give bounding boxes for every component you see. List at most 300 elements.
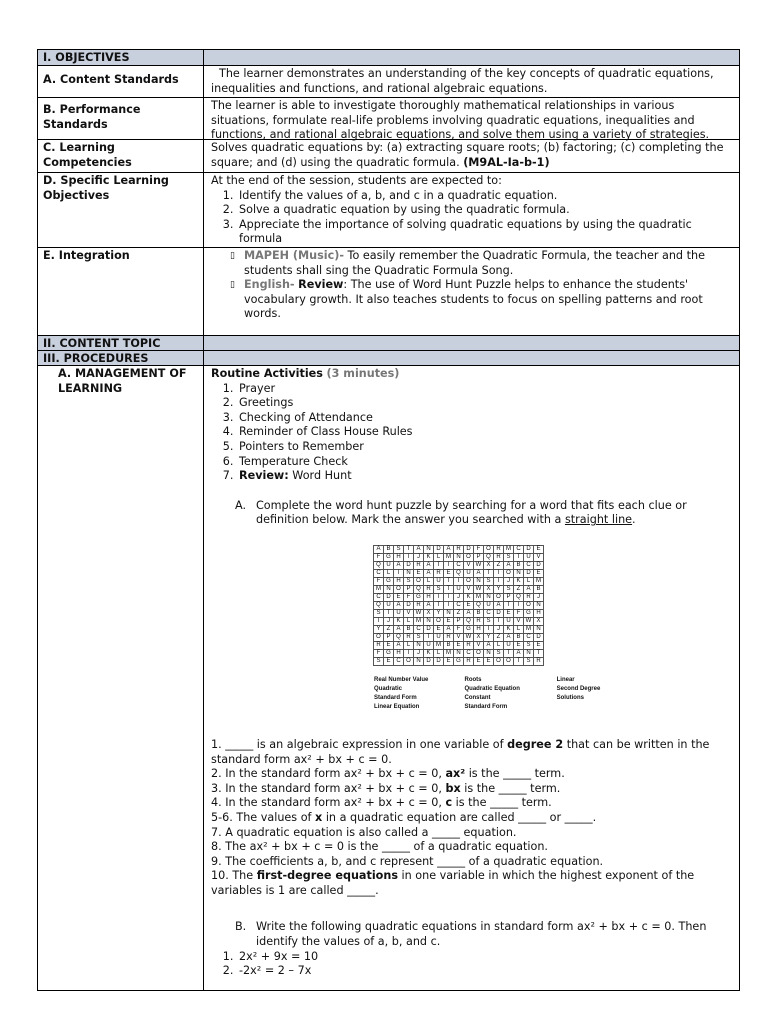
- content-topic-row: [38, 336, 739, 351]
- review-label: Review:: [239, 469, 289, 483]
- puzzle-cell: E: [534, 545, 544, 553]
- puzzle-cell: O: [494, 657, 504, 665]
- puzzle-cell: Q: [474, 601, 484, 609]
- integration-bold: Review: [298, 278, 344, 292]
- puzzle-cell: U: [384, 561, 394, 569]
- task-a-text: Complete the word hunt puzzle by searching for a word that fits each clue or definition below. Mark the answer you searched with a: [256, 498, 687, 527]
- puzzle-cell: V: [464, 561, 474, 569]
- puzzle-cell: H: [394, 649, 404, 657]
- puzzle-cell: L: [494, 641, 504, 649]
- question-2: 2. In the standard form ax² + bx + c = 0, ax² is the _____ term.: [211, 767, 565, 781]
- puzzle-cell: X: [474, 633, 484, 641]
- task-a: A. Complete the word hunt puzzle by searching for a word that fits each clue or definition below. Mark the answer you searched with a straight line.: [235, 498, 687, 527]
- puzzle-cell: S: [504, 585, 514, 593]
- puzzle-cell: A: [394, 601, 404, 609]
- routine-list: [211, 382, 732, 484]
- legend-word: Solutions: [556, 694, 584, 701]
- integration-text: To easily remember the Quadratic Formula, the teacher and the students shall sing the Quadratic Formula Song.: [244, 249, 705, 277]
- puzzle-cell: K: [514, 577, 524, 585]
- puzzle-cell: X: [424, 609, 434, 617]
- puzzle-row: [374, 545, 544, 553]
- puzzle-cell: V: [454, 633, 464, 641]
- puzzle-cell: E: [414, 569, 424, 577]
- legend-word: Roots: [464, 676, 482, 683]
- puzzle-cell: N: [454, 553, 464, 561]
- puzzle-cell: D: [464, 545, 474, 553]
- puzzle-cell: Z: [494, 633, 504, 641]
- puzzle-cell: N: [514, 569, 524, 577]
- puzzle-cell: R: [424, 585, 434, 593]
- puzzle-cell: A: [464, 609, 474, 617]
- puzzle-cell: L: [514, 625, 524, 633]
- puzzle-cell: U: [464, 569, 474, 577]
- puzzle-cell: F: [374, 577, 384, 585]
- puzzle-cell: T: [534, 649, 544, 657]
- question-5-6: 5-6. The values of x in a quadratic equation are called _____ or _____.: [211, 810, 597, 824]
- list-item: 2. -2x² = 2 – 7x: [237, 964, 732, 979]
- puzzle-cell: A: [514, 649, 524, 657]
- puzzle-cell: B: [384, 545, 394, 553]
- puzzle-cell: Q: [394, 633, 404, 641]
- puzzle-cell: U: [454, 585, 464, 593]
- list-item: 3. Appreciate the importance of solving quadratic equations by using the quadratic formula: [237, 218, 732, 247]
- puzzle-cell: E: [484, 657, 494, 665]
- puzzle-cell: T: [434, 601, 444, 609]
- puzzle-cell: S: [394, 545, 404, 553]
- puzzle-cell: G: [384, 577, 394, 585]
- puzzle-cell: C: [394, 657, 404, 665]
- questions: [211, 738, 732, 899]
- puzzle-cell: E: [454, 641, 464, 649]
- list-item: 1. Prayer: [237, 382, 732, 397]
- puzzle-cell: B: [514, 633, 524, 641]
- puzzle-cell: O: [474, 649, 484, 657]
- puzzle-cell: Q: [464, 617, 474, 625]
- puzzle-cell: Q: [454, 569, 464, 577]
- puzzle-cell: N: [404, 569, 414, 577]
- puzzle-cell: N: [484, 649, 494, 657]
- puzzle-cell: J: [534, 593, 544, 601]
- puzzle-cell: A: [504, 633, 514, 641]
- specific-objectives-list: [211, 189, 732, 247]
- puzzle-cell: H: [534, 609, 544, 617]
- puzzle-cell: U: [504, 641, 514, 649]
- puzzle-row: [374, 657, 544, 665]
- puzzle-cell: U: [504, 617, 514, 625]
- legend-word: Constant: [464, 694, 491, 701]
- puzzle-cell: B: [474, 609, 484, 617]
- puzzle-cell: U: [484, 601, 494, 609]
- puzzle-cell: R: [494, 545, 504, 553]
- puzzle-cell: D: [434, 545, 444, 553]
- list-item: [237, 469, 732, 484]
- performance-standards-label: B. Performance Standards: [38, 98, 204, 139]
- puzzle-cell: A: [444, 545, 454, 553]
- puzzle-cell: E: [534, 569, 544, 577]
- puzzle-cell: W: [474, 585, 484, 593]
- puzzle-cell: H: [474, 625, 484, 633]
- puzzle-cell: J: [494, 625, 504, 633]
- puzzle-row: [374, 609, 544, 617]
- puzzle-cell: H: [424, 593, 434, 601]
- puzzle-cell: T: [424, 633, 434, 641]
- puzzle-cell: U: [424, 641, 434, 649]
- legend-word: Real Number Value: [374, 676, 429, 683]
- question-9: 9. The coefficients a, b, and c represent _____ of a quadratic equation.: [211, 854, 604, 868]
- puzzle-cell: T: [504, 601, 514, 609]
- puzzle-cell: E: [444, 617, 454, 625]
- puzzle-cell: D: [534, 561, 544, 569]
- puzzle-cell: E: [464, 601, 474, 609]
- performance-standards-text: The learner is able to investigate thoroughly mathematical relationships in various situations, formulate real-life problems involving quadratic equations, inequalities and functions, and rational algebraic equations, and solve them using a variety of strategies.: [211, 99, 710, 142]
- puzzle-cell: Z: [384, 625, 394, 633]
- specific-objectives-intro: At the end of the session, students are expected to:: [211, 174, 502, 187]
- puzzle-cell: I: [394, 569, 404, 577]
- puzzle-cell: C: [524, 561, 534, 569]
- puzzle-cell: W: [474, 561, 484, 569]
- legend-word: Linear Equation: [374, 703, 420, 710]
- puzzle-cell: F: [514, 609, 524, 617]
- puzzle-cell: B: [514, 561, 524, 569]
- puzzle-cell: J: [414, 553, 424, 561]
- legend-word: Quadratic: [374, 685, 403, 692]
- puzzle-cell: N: [534, 625, 544, 633]
- puzzle-cell: I: [494, 569, 504, 577]
- puzzle-cell: E: [514, 641, 524, 649]
- list-item: 3. Checking of Attendance: [237, 411, 732, 426]
- puzzle-cell: R: [474, 617, 484, 625]
- puzzle-cell: D: [384, 593, 394, 601]
- learning-competencies-label: C. Learning Competencies: [38, 140, 204, 172]
- puzzle-cell: V: [474, 641, 484, 649]
- puzzle-cell: N: [424, 617, 434, 625]
- puzzle-cell: N: [524, 649, 534, 657]
- puzzle-cell: S: [504, 553, 514, 561]
- puzzle-cell: M: [374, 585, 384, 593]
- integration-subject: MAPEH (Music)-: [244, 249, 344, 262]
- puzzle-cell: S: [404, 577, 414, 585]
- puzzle-cell: A: [504, 561, 514, 569]
- procedures-header: III. PROCEDURES: [38, 351, 204, 365]
- puzzle-cell: C: [484, 609, 494, 617]
- legend-word: Quadratic Equation: [464, 685, 520, 692]
- puzzle-cell: X: [484, 561, 494, 569]
- learning-competencies-row: [38, 140, 739, 173]
- legend-word: Standard Form: [464, 703, 508, 710]
- routine-time: (3 minutes): [326, 367, 400, 380]
- puzzle-legend: [373, 676, 629, 712]
- task-b-text: Write the following quadratic equations in standard form ax² + bx + c = 0. Then identify the values of a, b, and c.: [256, 920, 707, 949]
- puzzle-cell: A: [394, 561, 404, 569]
- puzzle-cell: A: [484, 641, 494, 649]
- puzzle-cell: T: [404, 545, 414, 553]
- puzzle-cell: R: [414, 561, 424, 569]
- puzzle-cell: O: [404, 657, 414, 665]
- integration-label: E. Integration: [38, 248, 204, 335]
- question-3: 3. In the standard form ax² + bx + c = 0, bx is the _____ term.: [211, 781, 561, 795]
- puzzle-cell: T: [514, 657, 524, 665]
- puzzle-cell: C: [414, 625, 424, 633]
- puzzle-cell: E: [384, 641, 394, 649]
- puzzle-cell: R: [534, 657, 544, 665]
- integration-item-english: [230, 278, 732, 322]
- puzzle-cell: A: [394, 641, 404, 649]
- performance-standards-row: [38, 98, 739, 140]
- puzzle-row: [374, 601, 544, 609]
- puzzle-cell: N: [414, 657, 424, 665]
- puzzle-cell: E: [474, 657, 484, 665]
- specific-objectives-cell: [204, 173, 739, 247]
- list-item: 1. 2x² + 9x = 10: [237, 950, 732, 965]
- puzzle-cell: D: [404, 561, 414, 569]
- puzzle-cell: G: [384, 553, 394, 561]
- puzzle-cell: E: [384, 657, 394, 665]
- word-hunt-puzzle: [373, 545, 629, 712]
- puzzle-cell: O: [494, 593, 504, 601]
- puzzle-cell: M: [504, 545, 514, 553]
- puzzle-cell: R: [524, 593, 534, 601]
- equations-list: [211, 950, 732, 979]
- legend-word: [556, 703, 629, 712]
- puzzle-row: [374, 577, 544, 585]
- puzzle-cell: J: [414, 649, 424, 657]
- puzzle-cell: A: [424, 569, 434, 577]
- puzzle-cell: O: [464, 553, 474, 561]
- list-item: 2. Greetings: [237, 396, 732, 411]
- puzzle-cell: K: [424, 553, 434, 561]
- puzzle-cell: R: [464, 657, 474, 665]
- puzzle-cell: S: [374, 609, 384, 617]
- puzzle-cell: N: [454, 649, 464, 657]
- puzzle-cell: Z: [514, 585, 524, 593]
- puzzle-cell: I: [454, 577, 464, 585]
- puzzle-cell: K: [464, 593, 474, 601]
- puzzle-cell: A: [424, 601, 434, 609]
- puzzle-row: [374, 625, 544, 633]
- puzzle-cell: I: [404, 649, 414, 657]
- puzzle-cell: Y: [374, 625, 384, 633]
- puzzle-cell: P: [454, 617, 464, 625]
- puzzle-cell: U: [434, 633, 444, 641]
- integration-row: [38, 248, 739, 336]
- puzzle-cell: T: [384, 609, 394, 617]
- puzzle-cell: I: [444, 601, 454, 609]
- task-a-underlined: straight line: [564, 513, 633, 527]
- puzzle-cell: Y: [484, 633, 494, 641]
- puzzle-cell: S: [484, 617, 494, 625]
- puzzle-cell: G: [464, 625, 474, 633]
- puzzle-cell: P: [404, 585, 414, 593]
- puzzle-cell: O: [394, 585, 404, 593]
- routine-title: Routine Activities: [211, 367, 323, 380]
- puzzle-cell: T: [494, 617, 504, 625]
- puzzle-cell: F: [404, 593, 414, 601]
- puzzle-cell: L: [384, 569, 394, 577]
- puzzle-cell: C: [514, 545, 524, 553]
- puzzle-cell: O: [484, 545, 494, 553]
- bullet-icon: ▯: [230, 251, 235, 261]
- puzzle-cell: N: [474, 577, 484, 585]
- integration-text: : The use of Word Hunt Puzzle helps to enhance the students' vocabulary growth. It also teaches students to focus on spelling patterns and root words.: [244, 278, 703, 321]
- puzzle-cell: A: [524, 585, 534, 593]
- routine-heading: [211, 367, 732, 382]
- list-item: 6. Temperature Check: [237, 455, 732, 470]
- puzzle-cell: V: [514, 617, 524, 625]
- puzzle-cell: C: [374, 569, 384, 577]
- puzzle-cell: D: [434, 657, 444, 665]
- objectives-header-row: [38, 50, 739, 66]
- puzzle-cell: U: [434, 577, 444, 585]
- legend-word: Second Degree: [556, 685, 601, 692]
- puzzle-cell: R: [374, 641, 384, 649]
- puzzle-cell: N: [414, 641, 424, 649]
- puzzle-row: [374, 633, 544, 641]
- list-item: 4. Reminder of Class House Rules: [237, 425, 732, 440]
- lesson-plan-table: [37, 49, 740, 991]
- procedures-row: [38, 351, 739, 366]
- list-item: 5. Pointers to Remember: [237, 440, 732, 455]
- puzzle-cell: C: [454, 561, 464, 569]
- puzzle-cell: G: [454, 657, 464, 665]
- puzzle-cell: O: [524, 601, 534, 609]
- puzzle-cell: M: [474, 593, 484, 601]
- puzzle-cell: Z: [494, 561, 504, 569]
- puzzle-cell: S: [374, 657, 384, 665]
- puzzle-cell: E: [534, 641, 544, 649]
- puzzle-cell: Q: [514, 593, 524, 601]
- puzzle-cell: F: [374, 649, 384, 657]
- puzzle-cell: T: [484, 569, 494, 577]
- puzzle-cell: V: [404, 609, 414, 617]
- puzzle-cell: N: [444, 609, 454, 617]
- puzzle-cell: L: [434, 649, 444, 657]
- puzzle-cell: D: [494, 609, 504, 617]
- puzzle-cell: E: [444, 569, 454, 577]
- question-1: 1. _____ is an algebraic expression in one variable of degree 2 that can be written in the standard form ax² + bx + c = 0.: [211, 737, 710, 766]
- content-standards-text: The learner demonstrates an understanding of the key concepts of quadratic equations, inequalities and functions, and rational algebraic equations.: [211, 67, 714, 95]
- puzzle-cell: I: [444, 561, 454, 569]
- content-standards-row: [38, 66, 739, 98]
- puzzle-cell: O: [504, 569, 514, 577]
- list-item: 2. Solve a quadratic equation by using the quadratic formula.: [237, 203, 732, 218]
- puzzle-row: [374, 553, 544, 561]
- puzzle-cell: V: [534, 553, 544, 561]
- puzzle-cell: M: [534, 577, 544, 585]
- learning-competencies-cell: [204, 140, 739, 172]
- puzzle-cell: I: [484, 625, 494, 633]
- puzzle-cell: D: [524, 545, 534, 553]
- puzzle-row: [374, 641, 544, 649]
- puzzle-cell: D: [534, 633, 544, 641]
- puzzle-cell: M: [444, 553, 454, 561]
- puzzle-cell: R: [444, 633, 454, 641]
- specific-objectives-label: D. Specific Learning Objectives: [38, 173, 204, 247]
- review-text: Word Hunt: [292, 469, 352, 483]
- puzzle-cell: I: [514, 601, 524, 609]
- task-a-letter: A.: [235, 498, 247, 512]
- puzzle-cell: M: [444, 649, 454, 657]
- puzzle-cell: I: [494, 577, 504, 585]
- puzzle-cell: I: [374, 617, 384, 625]
- puzzle-cell: F: [454, 625, 464, 633]
- puzzle-cell: N: [534, 601, 544, 609]
- puzzle-cell: E: [504, 609, 514, 617]
- puzzle-cell: P: [384, 633, 394, 641]
- puzzle-cell: L: [524, 577, 534, 585]
- puzzle-cell: S: [414, 633, 424, 641]
- puzzle-row: [374, 617, 544, 625]
- puzzle-cell: A: [474, 569, 484, 577]
- puzzle-cell: V: [464, 585, 474, 593]
- legend-word: Linear: [556, 676, 575, 683]
- puzzle-cell: C: [374, 593, 384, 601]
- puzzle-cell: O: [504, 657, 514, 665]
- content-standards-label: A. Content Standards: [38, 66, 204, 97]
- puzzle-cell: Q: [484, 553, 494, 561]
- puzzle-cell: I: [444, 593, 454, 601]
- learning-competencies-text: Solves quadratic equations by: (a) extracting square roots; (b) factoring; (c) completing the square; and (d) using the quadratic formula.: [211, 141, 724, 169]
- puzzle-cell: B: [534, 585, 544, 593]
- puzzle-cell: M: [524, 625, 534, 633]
- integration-cell: [204, 248, 739, 335]
- puzzle-cell: M: [434, 641, 444, 649]
- puzzle-cell: D: [424, 657, 434, 665]
- puzzle-cell: A: [394, 625, 404, 633]
- puzzle-cell: D: [424, 625, 434, 633]
- list-item: 1. Identify the values of a, b, and c in a quadratic equation.: [237, 189, 732, 204]
- puzzle-row: [374, 593, 544, 601]
- puzzle-cell: P: [474, 553, 484, 561]
- puzzle-cell: C: [454, 601, 464, 609]
- puzzle-cell: G: [384, 649, 394, 657]
- puzzle-cell: O: [464, 577, 474, 585]
- puzzle-cell: E: [434, 625, 444, 633]
- management-row: [38, 366, 739, 990]
- puzzle-cell: S: [484, 577, 494, 585]
- management-cell: [204, 366, 739, 990]
- puzzle-cell: M: [414, 617, 424, 625]
- puzzle-cell: F: [474, 545, 484, 553]
- puzzle-cell: A: [374, 545, 384, 553]
- puzzle-cell: T: [444, 577, 454, 585]
- puzzle-cell: W: [524, 617, 534, 625]
- puzzle-cell: A: [494, 601, 504, 609]
- specific-objectives-row: [38, 173, 739, 248]
- puzzle-cell: U: [524, 553, 534, 561]
- puzzle-cell: K: [424, 649, 434, 657]
- puzzle-cell: O: [434, 617, 444, 625]
- question-10: 10. The first-degree equations in one variable in which the highest exponent of the variables is 1 are called _____.: [211, 869, 695, 897]
- puzzle-cell: D: [404, 601, 414, 609]
- puzzle-cell: T: [444, 585, 454, 593]
- puzzle-row: [374, 561, 544, 569]
- puzzle-cell: S: [524, 657, 534, 665]
- puzzle-cell: R: [404, 633, 414, 641]
- content-topic-header: II. CONTENT TOPIC: [38, 336, 204, 350]
- puzzle-cell: A: [414, 545, 424, 553]
- puzzle-cell: T: [514, 553, 524, 561]
- puzzle-cell: R: [464, 641, 474, 649]
- question-8: 8. The ax² + bx + c = 0 is the _____ of a quadratic equation.: [211, 840, 548, 854]
- puzzle-cell: W: [464, 633, 474, 641]
- puzzle-cell: R: [454, 545, 464, 553]
- puzzle-cell: B: [444, 641, 454, 649]
- puzzle-cell: W: [414, 609, 424, 617]
- puzzle-cell: H: [394, 553, 404, 561]
- puzzle-cell: O: [374, 633, 384, 641]
- puzzle-cell: C: [464, 649, 474, 657]
- puzzle-cell: X: [484, 585, 494, 593]
